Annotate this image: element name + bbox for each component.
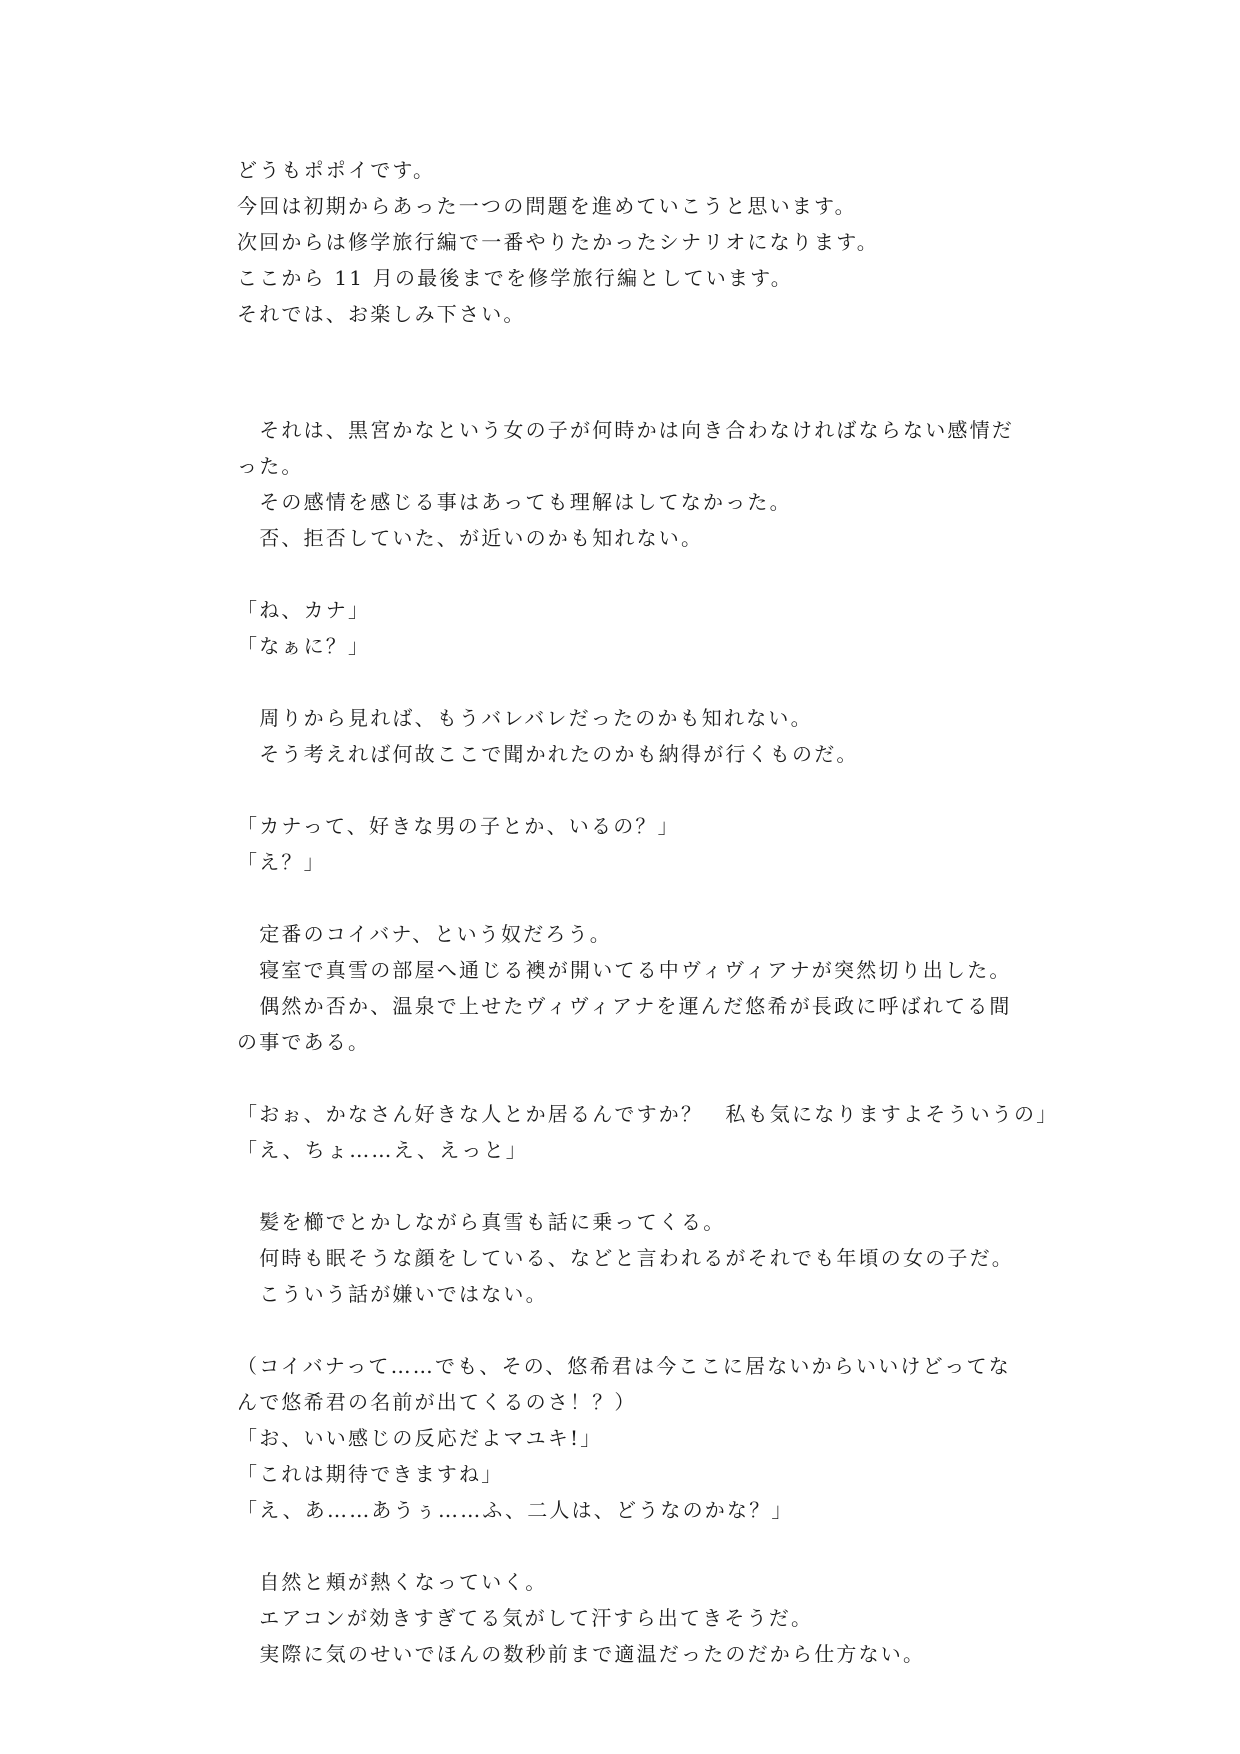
thought-line: んで悠希君の名前が出てくるのさ！？） [237,1390,637,1414]
dialogue-line: 「え、あ……あうぅ……ふ、二人は、どうなのかな？」 [237,1498,794,1522]
dialogue-line: 「なぁに？」 [237,634,371,658]
intro-line: 今回は初期からあった一つの問題を進めていこうと思います。 [237,194,857,218]
story-line: それは、黒宮かなという女の子が何時かは向き合わなければならない感情だ [237,418,1014,442]
story-line: の事である。 [237,1030,371,1054]
story-line: そう考えれば何故ここで聞かれたのかも納得が行くものだ。 [237,742,859,766]
intro-line: 次回からは修学旅行編で一番やりたかったシナリオになります。 [237,230,879,254]
blank-line [237,1168,1027,1204]
dialogue-line: 「ね、カナ」 [237,598,371,622]
story-line: その感情を感じる事はあっても理解はしてなかった。 [237,490,792,514]
story-line: 寝室で真雪の部屋へ通じる襖が開いてる中ヴィヴィアナが突然切り出した。 [237,958,1012,982]
story-line: 髪を櫛でとかしながら真雪も話に乗ってくる。 [237,1210,726,1234]
author-intro [237,152,1027,332]
dialogue-line: 「え、ちょ……え、えっと」 [237,1138,528,1162]
story-line: 定番のコイバナ、という奴だろう。 [237,922,612,946]
blank-line [237,1528,1027,1564]
intro-line: どうもポポイです。 [237,158,436,182]
dialogue-line: 「カナって、好きな男の子とか、いるの？」 [237,814,680,838]
story-line: った。 [237,454,304,478]
story-line: こういう話が嫌いではない。 [237,1282,548,1306]
dialogue-line: 「おぉ、かなさん好きな人とか居るんですか？ 私も気になりますよそういうの」 [237,1102,1059,1126]
intro-line: ここから 11 月の最後までを修学旅行編としています。 [237,266,793,290]
story-line: エアコンが効きすぎてる気がして汗すら出てきそうだ。 [237,1606,814,1630]
story-line: 否、拒否していた、が近いのかも知れない。 [237,526,704,550]
dialogue-line: 「お、いい感じの反応だよマユキ!」 [237,1426,603,1450]
intro-line: それでは、お楽しみ下さい。 [237,302,526,326]
blank-line [237,1312,1027,1348]
story-line: 偶然か否か、温泉で上せたヴィヴィアナを運んだ悠希が長政に呼ばれてる間 [237,994,1012,1018]
story-line: 何時も眠そうな顔をしている、などと言われるがそれでも年頃の女の子だ。 [237,1246,1014,1270]
thought-line: （コイバナって……でも、その、悠希君は今ここに居ないからいいけどってな [237,1354,1011,1378]
blank-line [237,880,1027,916]
blank-line [237,556,1027,592]
blank-line [237,1060,1027,1096]
dialogue-line: 「これは期待できますね」 [237,1462,504,1486]
story-line: 周りから見れば、もうバレバレだったのかも知れない。 [237,706,813,730]
story-line: 自然と頬が熱くなっていく。 [237,1570,548,1594]
blank-line [237,772,1027,808]
story-body [237,412,1059,1672]
blank-line [237,664,1027,700]
story-line: 実際に気のせいでほんの数秒前まで適温だったのだから仕方ない。 [237,1642,926,1666]
dialogue-line: 「え？」 [237,850,326,874]
